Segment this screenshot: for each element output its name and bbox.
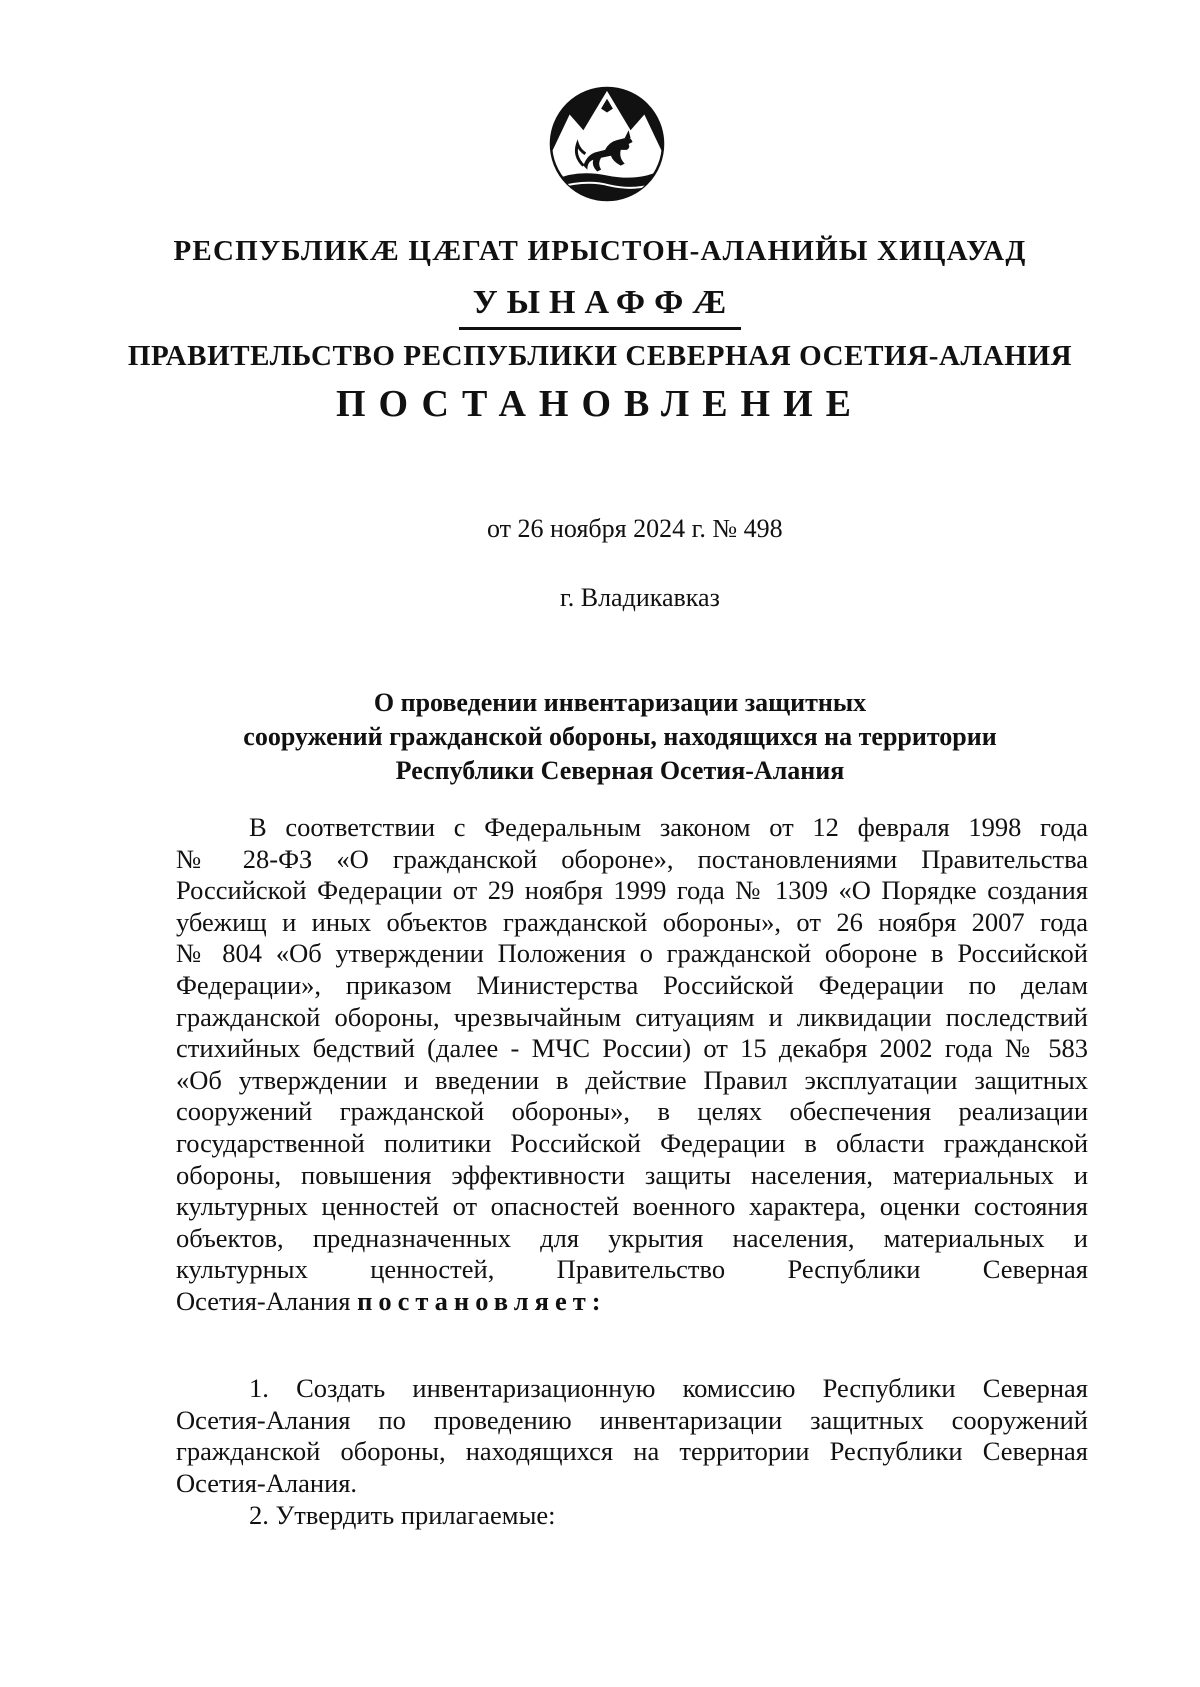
- paragraph-line: стихийных бедствий (далее - МЧС России) от 15 декабря 2002 года № 583: [176, 1033, 1088, 1064]
- paragraph-line: «Об утверждении и введении в действие Правил эксплуатации защитных: [176, 1064, 1088, 1095]
- paragraph-line: Российской Федерации от 29 ноября 1999 года № 1309 «О Порядке создания: [176, 875, 1088, 906]
- paragraph-line: гражданской обороны, находящихся на территории Республики Северная: [176, 1436, 1088, 1467]
- paragraph-line: В соответствии с Федеральным законом от 12 февраля 1998 года: [249, 812, 1088, 842]
- resolution-prefix: Осетия-Алания: [176, 1285, 358, 1316]
- paragraph-line: культурных ценностей, Правительство Республики Северная: [176, 1254, 1088, 1285]
- title-line: Республики Северная Осетия-Алания: [395, 756, 845, 785]
- paragraph-line: № 28-ФЗ «О гражданской обороне», постановлениями Правительства: [176, 843, 1088, 874]
- ossetian-decree-heading: [0, 284, 1200, 322]
- decree-date-number: от 26 ноября 2024 г. № 498: [487, 514, 783, 543]
- paragraph-line: обороны, повышения эффективности защиты населения, материальных и: [176, 1159, 1088, 1190]
- item-1: [176, 1373, 1088, 1499]
- paragraph-line: Федерации», приказом Министерства Российской Федерации по делам: [176, 969, 1088, 1000]
- paragraph-line: сооружений гражданской обороны», в целях обеспечения реализации: [176, 1096, 1088, 1127]
- paragraph-line: убежищ и иных объектов гражданской обороны», от 26 ноября 2007 года: [176, 906, 1088, 937]
- decree-city: г. Владикавказ: [560, 583, 720, 612]
- decree-heading: ПОСТАНОВЛЕНИЕ: [335, 383, 865, 425]
- paragraph-line: гражданской обороны, чрезвычайным ситуациям и ликвидации последствий: [176, 1001, 1088, 1032]
- coat-of-arms-emblem: [548, 85, 666, 203]
- paragraph-line: культурных ценностей от опасностей военного характера, оценки состояния: [176, 1191, 1088, 1222]
- government-name: ПРАВИТЕЛЬСТВО РЕСПУБЛИКИ СЕВЕРНАЯ ОСЕТИЯ-АЛАНИЯ: [127, 340, 1073, 372]
- decree-title: [180, 686, 1060, 788]
- item-2: [176, 1500, 1088, 1532]
- paragraph-line: объектов, предназначенных для укрытия населения, материальных и: [176, 1222, 1088, 1253]
- resolves-word: постановляет:: [357, 1285, 607, 1316]
- ossetian-government-name: РЕСПУБЛИКӔ ЦӔГАТ ИРЫСТОН-АЛАНИЙЫ ХИЦАУАД: [173, 235, 1027, 267]
- title-line: сооружений гражданской обороны, находящихся на территории: [243, 722, 997, 751]
- title-line: О проведении инвентаризации защитных: [373, 688, 867, 717]
- paragraph-line: Осетия-Алания.: [176, 1467, 358, 1498]
- ossetian-decree-word: УЫНАФФӔ: [459, 284, 742, 330]
- intro-paragraph: [176, 812, 1088, 1318]
- paragraph-line: государственной политики Российской Федерации в области гражданской: [176, 1127, 1088, 1158]
- paragraph-line: Осетия-Алания по проведению инвентаризации защитных сооружений: [176, 1404, 1088, 1435]
- paragraph-line: 2. Утвердить прилагаемые:: [249, 1500, 556, 1530]
- paragraph-line: [176, 1286, 1088, 1318]
- paragraph-line: 1. Создать инвентаризационную комиссию Республики Северная: [249, 1373, 1088, 1403]
- paragraph-line: № 804 «Об утверждении Положения о гражданской обороне в Российской: [176, 938, 1088, 969]
